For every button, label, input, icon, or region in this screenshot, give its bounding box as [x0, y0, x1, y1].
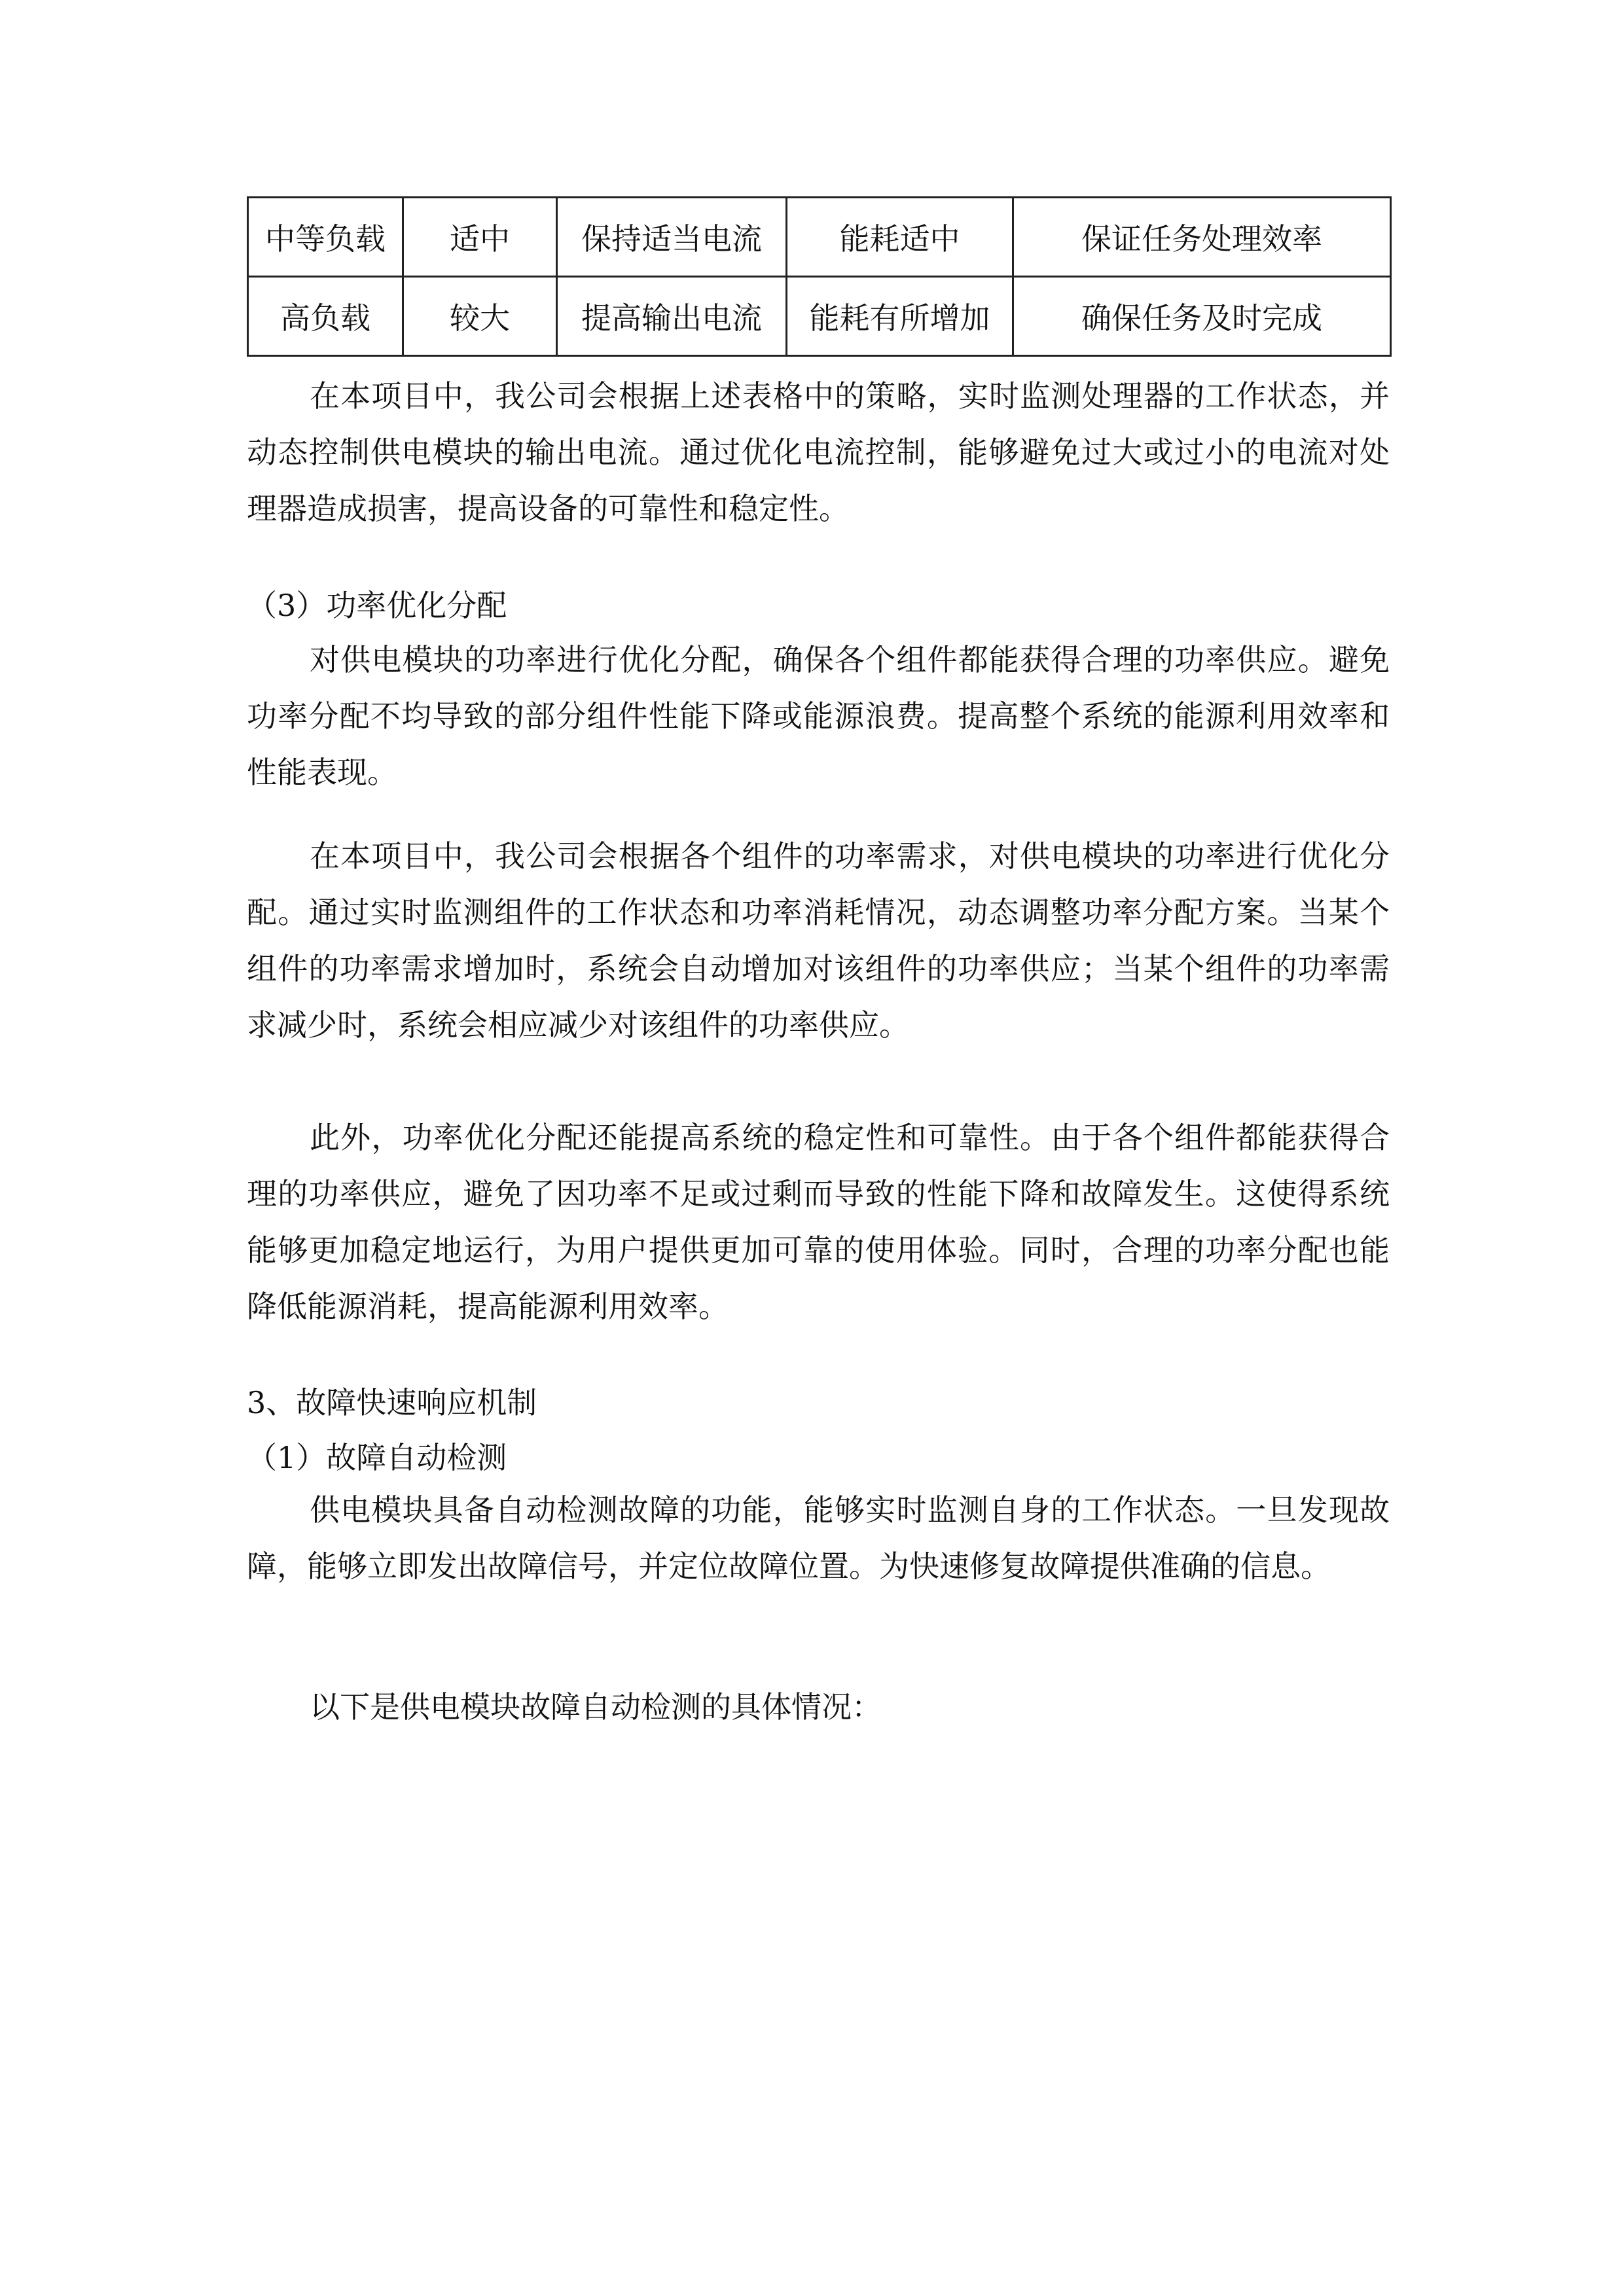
table-cell: 保持适当电流: [557, 198, 787, 277]
table-row: [248, 198, 1391, 277]
paragraph-current-control: 在本项目中，我公司会根据上述表格中的策略，实时监测处理器的工作状态，并动态控制供电模块的输出电流。通过优化电流控制，能够避免过大或过小的电流对处理器造成损害，提高设备的可靠性和稳定性。: [247, 378, 1390, 526]
table-cell: 能耗适中: [787, 198, 1013, 277]
section-heading-fault-response: 3、故障快速响应机制: [247, 1385, 537, 1420]
paragraph-fault-detection-list-intro: 以下是供电模块故障自动检测的具体情况：: [310, 1689, 882, 1725]
paragraph-fault-detection: 供电模块具备自动检测故障的功能，能够实时监测自身的工作状态。一旦发现故障，能够立即发出故障信号，并定位故障位置。为快速修复故障提供准确的信息。: [247, 1492, 1390, 1584]
table-cell: 确保任务及时完成: [1013, 277, 1391, 356]
table-cell: 提高输出电流: [557, 277, 787, 356]
table-cell: 高负载: [248, 277, 403, 356]
table-row: [248, 277, 1391, 356]
section-heading-fault-detection: （1）故障自动检测: [247, 1440, 507, 1475]
paragraph-power-allocation-intro: 对供电模块的功率进行优化分配，确保各个组件都能获得合理的功率供应。避免功率分配不均导致的部分组件性能下降或能源浪费。提高整个系统的能源利用效率和性能表现。: [247, 642, 1390, 790]
table-cell: 保证任务处理效率: [1013, 198, 1391, 277]
table-cell: 适中: [403, 198, 557, 277]
load-strategy-table: [247, 196, 1392, 357]
table-cell: 能耗有所增加: [787, 277, 1013, 356]
paragraph-power-allocation-benefits: 此外，功率优化分配还能提高系统的稳定性和可靠性。由于各个组件都能获得合理的功率供应，避免了因功率不足或过剩而导致的性能下降和故障发生。这使得系统能够更加稳定地运行，为用户提供更加可靠的使用体验。同时，合理的功率分配也能降低能源消耗，提高能源利用效率。: [247, 1120, 1390, 1324]
table-cell: 较大: [403, 277, 557, 356]
table-cell: 中等负载: [248, 198, 403, 277]
paragraph-power-allocation-project: 在本项目中，我公司会根据各个组件的功率需求，对供电模块的功率进行优化分配。通过实时监测组件的工作状态和功率消耗情况，动态调整功率分配方案。当某个组件的功率需求增加时，系统会自动增加对该组件的功率供应；当某个组件的功率需求减少时，系统会相应减少对该组件的功率供应。: [247, 838, 1390, 1043]
section-heading-power-allocation: （3）功率优化分配: [247, 588, 507, 623]
